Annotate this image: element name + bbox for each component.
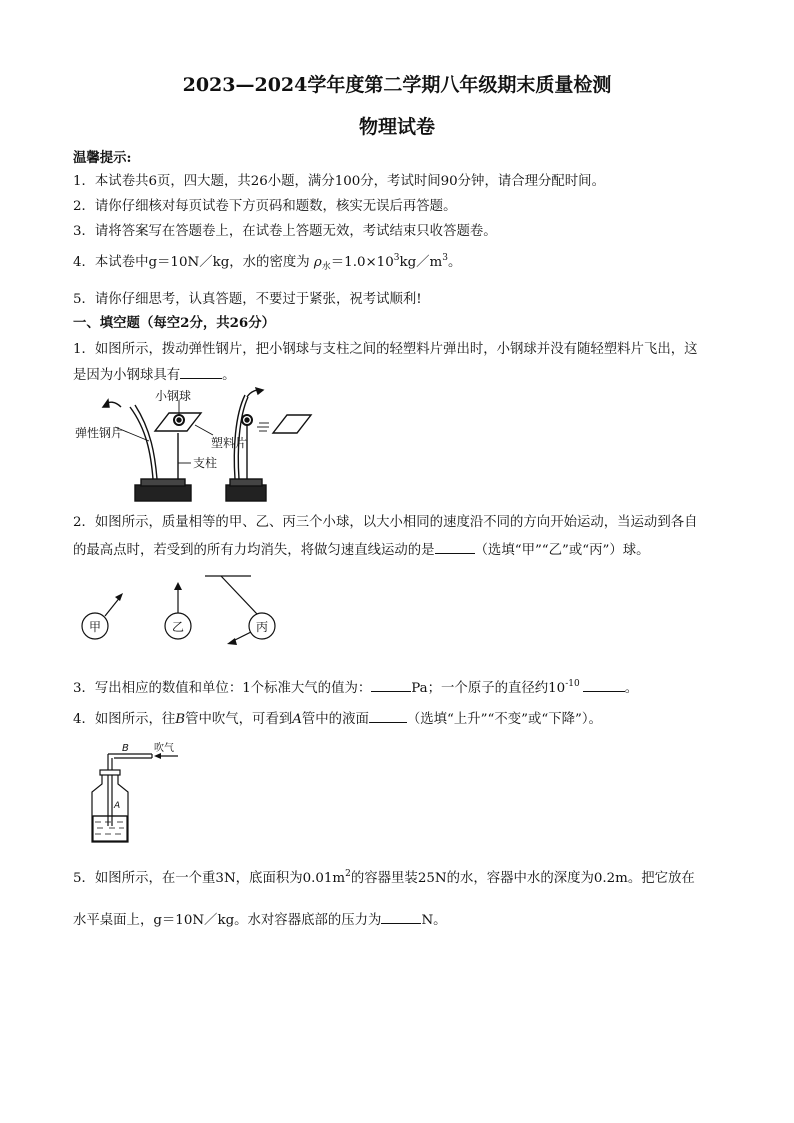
ball-jia-arrowhead — [115, 593, 123, 601]
label-spring-strip: 弹性钢片 — [75, 426, 124, 440]
q1-answer-blank[interactable] — [180, 364, 222, 379]
q5-end: N。 — [421, 913, 447, 928]
right-arrowhead — [256, 388, 263, 394]
q3-answer-blank-1[interactable] — [371, 677, 411, 692]
bottle — [92, 774, 128, 842]
q2-answer-blank[interactable] — [435, 539, 475, 554]
left-spring-strip-edge — [135, 405, 157, 479]
density-value: ＝1.0×10 — [330, 255, 394, 270]
q2-end: （选填“甲”“乙”或“丙”）球。 — [474, 543, 650, 558]
q4-var-a: A — [292, 712, 302, 727]
q3-text-2: Pa；一个原子的直径约10 — [411, 681, 566, 696]
exam-subtitle: 物理试卷 — [358, 116, 435, 138]
q5-answer-blank[interactable] — [381, 909, 421, 924]
q1-figure — [75, 385, 325, 507]
ball-yi-arrowhead — [174, 582, 182, 590]
q3-answer-blank-2[interactable] — [583, 677, 625, 692]
label-blow: 吹气 — [154, 743, 174, 754]
label-tube-b: B — [122, 743, 129, 754]
water-region — [93, 816, 127, 841]
tip-1: 1．本试卷共6页，四大题，共26小题，满分100分，考试时间90分钟，请合理分配时间。 — [73, 174, 605, 189]
density-unit: kg／m — [399, 255, 443, 270]
bottle-cap — [100, 770, 120, 775]
q1-text: 是因为小钢球具有 — [73, 368, 181, 383]
q4-text-2: 管中吹气，可看到 — [185, 712, 293, 727]
q3-end: 。 — [624, 681, 639, 696]
right-base-top — [230, 479, 262, 486]
label-ball-bing: 丙 — [255, 620, 269, 634]
ball-bing-arrowhead — [227, 638, 237, 645]
flying-plastic-card — [273, 415, 311, 433]
q4-end: （选填“上升”“不变”或“下降”）。 — [406, 712, 602, 727]
q5-text-2: 的容器里装25N的水，容器中水的深度为0.2m。把它放在 — [350, 871, 695, 886]
q1-line-2 — [73, 364, 723, 386]
q2-figure — [75, 568, 285, 648]
plastic-leader — [195, 425, 213, 435]
q1-end: 。 — [222, 368, 236, 383]
spring-arrowhead — [103, 400, 109, 407]
q5-text: 5．如图所示，在一个重3N，底面积为0.01m — [73, 871, 346, 886]
label-ball-jia: 甲 — [88, 620, 102, 634]
q4-answer-blank[interactable] — [369, 708, 407, 723]
rho-subscript: 水 — [321, 262, 331, 272]
label-post: 支柱 — [193, 456, 218, 470]
q3-exponent: -10 — [565, 679, 580, 689]
right-steel-ball-center — [245, 418, 249, 422]
water-hatch — [95, 822, 124, 834]
label-plastic-card: 塑料片 — [211, 436, 248, 450]
tip-4-text: 4．本试卷中g＝10N／kg，水的密度为 — [73, 255, 310, 270]
q2-line-1: 2．如图所示，质量相等的甲、乙、丙三个小球，以大小相同的速度沿不同的方向开始运动，当运动到各自 — [73, 515, 698, 530]
tip-3: 3．请将答案写在答题卷上，在试卷上答题无效，考试结束只收答题卷。 — [73, 224, 497, 239]
tips-heading: 温馨提示: — [73, 150, 132, 166]
left-base — [135, 485, 191, 501]
density-exponent: 3 — [393, 253, 400, 263]
q4-figure — [80, 738, 190, 850]
label-steel-ball: 小钢球 — [155, 389, 192, 403]
q4-var-b: B — [175, 712, 186, 727]
left-steel-ball-center — [177, 418, 181, 422]
label-ball-yi: 乙 — [171, 620, 185, 634]
pendulum-string — [221, 576, 257, 614]
q1-line-1: 1．如图所示，拨动弹性钢片，把小钢球与支柱之间的轻塑料片弹出时，小钢球并没有随轻塑料片飞出，这 — [73, 342, 698, 357]
right-base — [226, 485, 266, 501]
rho-symbol: ρ — [313, 255, 322, 270]
q2-text: 的最高点时，若受到的所有力均消失，将做匀速直线运动的是 — [73, 543, 435, 558]
q4-text-3: 管中的液面 — [301, 712, 369, 727]
label-tube-a: A — [114, 801, 121, 811]
density-unit-exponent: 3 — [442, 253, 448, 263]
left-base-top — [141, 479, 185, 486]
q5-exponent: 2 — [345, 869, 351, 879]
q5-text-3: 水平桌面上，g＝10N／kg。水对容器底部的压力为 — [73, 913, 382, 928]
q3-text: 3．写出相应的数值和单位：1个标准大气的值为： — [73, 681, 372, 696]
q4-line — [73, 708, 723, 730]
tip-4-end: 。 — [447, 255, 462, 270]
tip-5: 5．请你仔细思考，认真答题，不要过于紧张，祝考试顺利! — [73, 292, 422, 307]
q3-line — [73, 677, 723, 699]
q4-text: 4．如图所示，往 — [73, 712, 176, 727]
tip-2: 2．请你仔细核对每页试卷下方页码和题数，核实无误后再答题。 — [73, 199, 457, 214]
q5-line-2 — [73, 909, 723, 931]
tip-4 — [73, 253, 723, 273]
section-1-heading: 一、填空题（每空2分，共26分） — [73, 315, 276, 331]
q2-line-2 — [73, 539, 723, 561]
exam-title: 2023—2024学年度第二学期八年级期末质量检测 — [182, 74, 612, 96]
q5-line-1 — [73, 869, 723, 889]
